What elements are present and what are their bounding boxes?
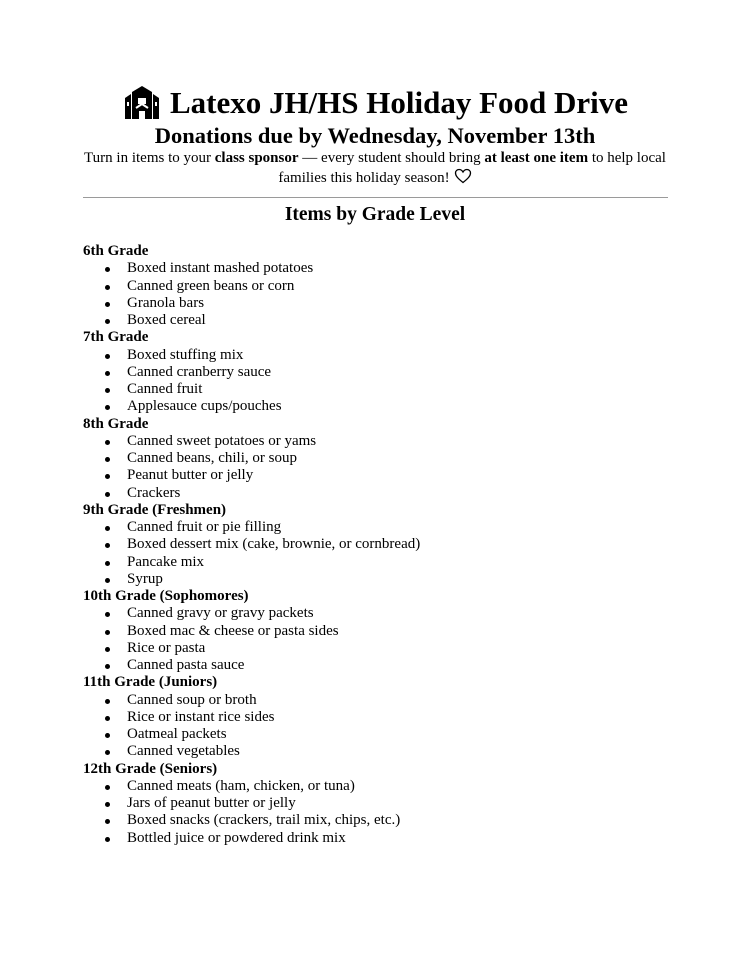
section-title: Items by Grade Level bbox=[284, 204, 466, 225]
grade-heading: 10th Grade (Sophomores) bbox=[83, 588, 249, 604]
grade-heading: 6th Grade bbox=[83, 243, 149, 259]
list-item: Boxed cereal bbox=[83, 312, 683, 329]
list-item: Boxed mac & cheese or pasta sides bbox=[83, 623, 683, 640]
list-item: Syrup bbox=[83, 571, 683, 588]
list-item: Peanut butter or jelly bbox=[83, 467, 683, 484]
list-item: Applesauce cups/pouches bbox=[83, 398, 683, 415]
grade-list bbox=[83, 243, 683, 847]
intro-emphasis-class-sponsor: class sponsor bbox=[214, 150, 299, 166]
list-item: Canned meats (ham, chicken, or tuna) bbox=[83, 778, 683, 795]
grade-heading: 8th Grade bbox=[83, 415, 149, 432]
list-item: Canned cranberry sauce bbox=[83, 364, 683, 381]
list-item: Canned pasta sauce bbox=[83, 657, 683, 674]
list-item: Oatmeal packets bbox=[83, 726, 683, 743]
list-item: Pancake mix bbox=[83, 554, 683, 571]
list-item: Boxed dessert mix (cake, brownie, or cornbread) bbox=[83, 536, 683, 553]
intro-text-part: Turn in items to your bbox=[84, 150, 215, 166]
list-item: Canned fruit bbox=[83, 381, 683, 398]
intro-text-part: — every student should bring bbox=[298, 150, 485, 166]
list-item: Canned green beans or corn bbox=[83, 278, 683, 295]
list-item: Boxed snacks (crackers, trail mix, chips, etc.) bbox=[83, 812, 683, 829]
list-item: Canned beans, chili, or soup bbox=[83, 450, 683, 467]
intro-text-part: to help local families this holiday season! bbox=[278, 150, 666, 186]
list-item: Bottled juice or powdered drink mix bbox=[83, 830, 683, 847]
list-item: Canned vegetables bbox=[83, 743, 683, 760]
list-item: Rice or instant rice sides bbox=[83, 709, 683, 726]
grade-heading: 7th Grade bbox=[83, 329, 149, 346]
grade-heading: 11th Grade (Juniors) bbox=[83, 674, 218, 691]
grade-heading: 9th Grade (Freshmen) bbox=[83, 501, 227, 518]
school-building-icon bbox=[122, 84, 162, 122]
list-item: Granola bars bbox=[83, 295, 683, 312]
list-item: Boxed instant mashed potatoes bbox=[83, 260, 683, 277]
list-item: Canned gravy or gravy packets bbox=[83, 605, 683, 622]
page-title: Latexo JH/HS Holiday Food Drive bbox=[169, 85, 629, 120]
list-item: Rice or pasta bbox=[83, 640, 683, 657]
list-item: Canned soup or broth bbox=[83, 692, 683, 709]
list-item: Canned sweet potatoes or yams bbox=[83, 433, 683, 450]
list-item: Canned fruit or pie filling bbox=[83, 519, 683, 536]
grade-heading: 12th Grade (Seniors) bbox=[83, 760, 218, 777]
title-row bbox=[0, 84, 750, 122]
list-item: Crackers bbox=[83, 485, 683, 502]
list-item: Jars of peanut butter or jelly bbox=[83, 795, 683, 812]
intro-emphasis-one-item: at least one item bbox=[484, 150, 589, 166]
list-item: Boxed stuffing mix bbox=[83, 347, 683, 364]
heart-icon bbox=[454, 168, 472, 184]
divider bbox=[83, 197, 668, 198]
intro-text bbox=[80, 148, 670, 188]
due-date-subtitle: Donations due by Wednesday, November 13th bbox=[154, 123, 596, 148]
